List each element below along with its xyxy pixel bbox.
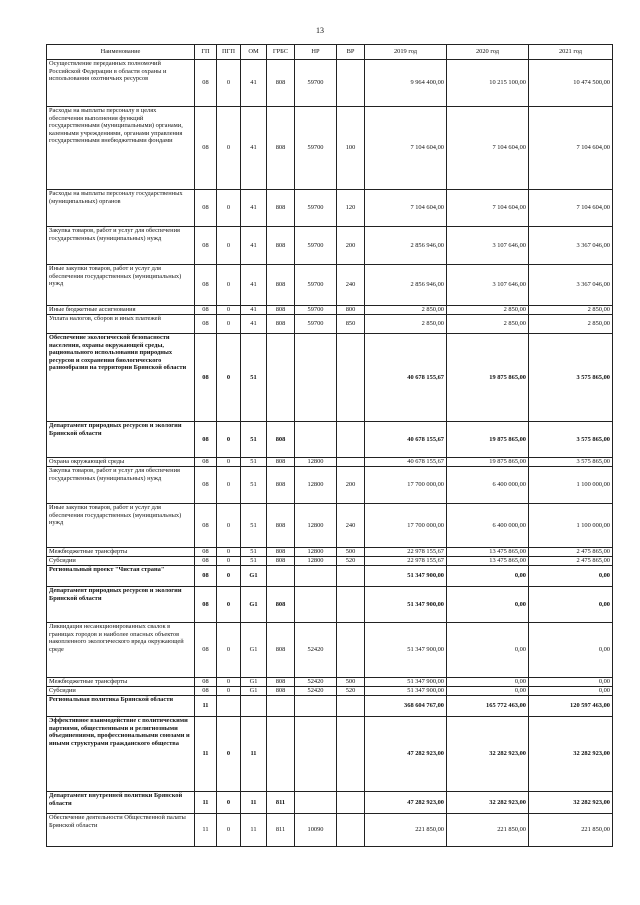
cell-nr: 59700: [295, 315, 337, 334]
cell-2019: 51 347 900,00: [365, 587, 447, 623]
cell-2020: 19 875 865,00: [447, 422, 529, 458]
header-vr: ВР: [337, 45, 365, 60]
cell-pgp: 0: [217, 687, 241, 696]
cell-pgp: 0: [217, 334, 241, 422]
cell-vr: [337, 422, 365, 458]
cell-2021: 1 100 000,00: [529, 467, 613, 504]
cell-name: Эффективное взаимодействие с политическими партиями, общественными и религиозными объединениями, профессиональными союзами и иными структурами гражданского общества: [47, 717, 195, 792]
cell-gp: 11: [195, 792, 217, 814]
cell-2021: 1 100 000,00: [529, 504, 613, 548]
cell-pgp: 0: [217, 422, 241, 458]
cell-nr: 12800: [295, 548, 337, 557]
cell-grbs: 811: [267, 814, 295, 847]
cell-2020: 3 107 646,00: [447, 227, 529, 265]
cell-nr: 10090: [295, 814, 337, 847]
cell-pgp: 0: [217, 315, 241, 334]
header-name: Наименование: [47, 45, 195, 60]
cell-2020: 0,00: [447, 587, 529, 623]
table-row: [47, 792, 613, 814]
cell-2021: 0,00: [529, 687, 613, 696]
cell-vr: 520: [337, 687, 365, 696]
cell-pgp: 0: [217, 678, 241, 687]
cell-2021: 2 850,00: [529, 315, 613, 334]
cell-2020: 2 850,00: [447, 306, 529, 315]
table-row: [47, 265, 613, 306]
table-row: [47, 107, 613, 190]
header-2020: 2020 год: [447, 45, 529, 60]
cell-2019: 2 850,00: [365, 315, 447, 334]
table-row: [47, 814, 613, 847]
cell-om: 41: [241, 265, 267, 306]
table-row: [47, 717, 613, 792]
table-row: [47, 696, 613, 717]
header-pgp: ПГП: [217, 45, 241, 60]
cell-nr: 52420: [295, 623, 337, 678]
cell-2020: 165 772 463,00: [447, 696, 529, 717]
cell-2020: 10 215 100,00: [447, 60, 529, 107]
cell-2020: 32 282 923,00: [447, 792, 529, 814]
cell-om: 51: [241, 467, 267, 504]
cell-name: Охрана окружающей среды: [47, 458, 195, 467]
cell-2019: 40 678 155,67: [365, 458, 447, 467]
cell-pgp: 0: [217, 467, 241, 504]
cell-gp: 08: [195, 190, 217, 227]
table-body: [47, 60, 613, 847]
table-row: [47, 60, 613, 107]
cell-om: 51: [241, 548, 267, 557]
cell-gp: 08: [195, 422, 217, 458]
cell-grbs: 808: [267, 422, 295, 458]
cell-pgp: 0: [217, 190, 241, 227]
table-row: [47, 587, 613, 623]
cell-gp: 08: [195, 587, 217, 623]
cell-om: 41: [241, 306, 267, 315]
cell-name: Закупка товаров, работ и услуг для обеспечения государственных (муниципальных) нужд: [47, 467, 195, 504]
cell-vr: 800: [337, 306, 365, 315]
cell-gp: 08: [195, 458, 217, 467]
cell-vr: [337, 566, 365, 587]
cell-name: Региональный проект "Чистая страна": [47, 566, 195, 587]
cell-nr: 59700: [295, 190, 337, 227]
cell-nr: 52420: [295, 678, 337, 687]
cell-2019: 47 282 923,00: [365, 792, 447, 814]
cell-pgp: 0: [217, 306, 241, 315]
cell-nr: 52420: [295, 687, 337, 696]
cell-om: 41: [241, 227, 267, 265]
cell-nr: 12800: [295, 458, 337, 467]
cell-2019: 40 678 155,67: [365, 334, 447, 422]
cell-gp: 08: [195, 306, 217, 315]
cell-2020: 0,00: [447, 687, 529, 696]
cell-vr: [337, 792, 365, 814]
cell-2019: 22 978 155,67: [365, 548, 447, 557]
table-row: [47, 306, 613, 315]
cell-gp: 11: [195, 717, 217, 792]
cell-vr: 120: [337, 190, 365, 227]
cell-2019: 47 282 923,00: [365, 717, 447, 792]
cell-pgp: 0: [217, 587, 241, 623]
table-row: [47, 190, 613, 227]
table-row: [47, 467, 613, 504]
cell-vr: 200: [337, 467, 365, 504]
header-nr: НР: [295, 45, 337, 60]
cell-2021: 221 850,00: [529, 814, 613, 847]
cell-grbs: 808: [267, 678, 295, 687]
cell-nr: [295, 422, 337, 458]
cell-2020: 0,00: [447, 623, 529, 678]
cell-pgp: 0: [217, 792, 241, 814]
cell-name: Обеспечение экологической безопасности населения, охраны окружающей среды, рационального использования природных ресурсов и сохранения биологического разнообразия на территории Брянской области: [47, 334, 195, 422]
cell-om: 11: [241, 814, 267, 847]
cell-2021: 32 282 923,00: [529, 792, 613, 814]
cell-grbs: 808: [267, 587, 295, 623]
cell-om: 11: [241, 792, 267, 814]
cell-2019: 368 604 767,00: [365, 696, 447, 717]
cell-2021: 3 575 865,00: [529, 458, 613, 467]
cell-2020: 0,00: [447, 678, 529, 687]
cell-nr: 12800: [295, 504, 337, 548]
cell-name: Обеспечение деятельности Общественной палаты Брянской области: [47, 814, 195, 847]
cell-2021: 2 850,00: [529, 306, 613, 315]
cell-2020: 2 850,00: [447, 315, 529, 334]
cell-2019: 221 850,00: [365, 814, 447, 847]
cell-nr: 59700: [295, 265, 337, 306]
cell-om: 51: [241, 458, 267, 467]
cell-pgp: 0: [217, 60, 241, 107]
cell-2020: 32 282 923,00: [447, 717, 529, 792]
cell-gp: 08: [195, 60, 217, 107]
cell-nr: 12800: [295, 467, 337, 504]
cell-name: Региональная политика Брянской области: [47, 696, 195, 717]
cell-2019: 17 700 000,00: [365, 504, 447, 548]
cell-2021: 7 104 604,00: [529, 190, 613, 227]
cell-2020: 6 400 000,00: [447, 504, 529, 548]
cell-2019: 7 104 604,00: [365, 190, 447, 227]
cell-2020: 13 475 865,00: [447, 548, 529, 557]
cell-2020: 13 475 865,00: [447, 557, 529, 566]
cell-2020: 0,00: [447, 566, 529, 587]
cell-grbs: 808: [267, 227, 295, 265]
cell-om: G1: [241, 623, 267, 678]
cell-om: 41: [241, 315, 267, 334]
cell-om: G1: [241, 678, 267, 687]
cell-grbs: 808: [267, 306, 295, 315]
cell-vr: [337, 458, 365, 467]
cell-gp: 08: [195, 557, 217, 566]
cell-2021: 0,00: [529, 566, 613, 587]
cell-2021: 120 597 463,00: [529, 696, 613, 717]
cell-2021: 2 475 865,00: [529, 548, 613, 557]
header-gp: ГП: [195, 45, 217, 60]
cell-name: Закупка товаров, работ и услуг для обеспечения государственных (муниципальных) нужд: [47, 227, 195, 265]
cell-om: 51: [241, 504, 267, 548]
cell-gp: 08: [195, 687, 217, 696]
cell-grbs: 808: [267, 107, 295, 190]
cell-pgp: 0: [217, 557, 241, 566]
cell-2021: 7 104 604,00: [529, 107, 613, 190]
cell-nr: [295, 696, 337, 717]
cell-nr: 12800: [295, 557, 337, 566]
cell-om: G1: [241, 566, 267, 587]
cell-2020: 6 400 000,00: [447, 467, 529, 504]
cell-2021: 3 575 865,00: [529, 422, 613, 458]
cell-grbs: 808: [267, 504, 295, 548]
cell-2019: 9 964 400,00: [365, 60, 447, 107]
cell-om: 41: [241, 60, 267, 107]
cell-2021: 0,00: [529, 623, 613, 678]
cell-2019: 40 678 155,67: [365, 422, 447, 458]
cell-grbs: [267, 334, 295, 422]
table-row: [47, 566, 613, 587]
cell-2020: 7 104 604,00: [447, 190, 529, 227]
header-om: ОМ: [241, 45, 267, 60]
table-row: [47, 504, 613, 548]
cell-2020: 7 104 604,00: [447, 107, 529, 190]
cell-name: Департамент природных ресурсов и экологии Брянской области: [47, 587, 195, 623]
cell-name: Расходы на выплаты персоналу в целях обеспечения выполнения функций государственными (муниципальными) органами, казенными учреждениями, органами управления государственными внебюджетными фондами: [47, 107, 195, 190]
cell-vr: 240: [337, 504, 365, 548]
cell-om: 11: [241, 717, 267, 792]
cell-grbs: 811: [267, 792, 295, 814]
cell-gp: 08: [195, 265, 217, 306]
header-2021: 2021 год: [529, 45, 613, 60]
cell-gp: 08: [195, 548, 217, 557]
cell-vr: [337, 623, 365, 678]
cell-om: 41: [241, 107, 267, 190]
cell-grbs: 808: [267, 458, 295, 467]
cell-2020: 19 875 865,00: [447, 458, 529, 467]
cell-nr: [295, 334, 337, 422]
table-row: [47, 623, 613, 678]
cell-vr: 240: [337, 265, 365, 306]
cell-grbs: 808: [267, 315, 295, 334]
cell-vr: 850: [337, 315, 365, 334]
cell-2021: 3 367 046,00: [529, 265, 613, 306]
cell-2019: 2 856 946,00: [365, 227, 447, 265]
cell-2019: 7 104 604,00: [365, 107, 447, 190]
cell-gp: 08: [195, 623, 217, 678]
cell-name: Иные закупки товаров, работ и услуг для обеспечения государственных (муниципальных) нужд: [47, 504, 195, 548]
cell-name: Субсидии: [47, 687, 195, 696]
cell-name: Департамент природных ресурсов и экологии Брянской области: [47, 422, 195, 458]
cell-grbs: 808: [267, 190, 295, 227]
cell-name: Департамент внутренней политики Брянской области: [47, 792, 195, 814]
table-row: [47, 687, 613, 696]
cell-nr: [295, 792, 337, 814]
cell-name: Ликвидация несанкционированных свалок в границах городов и наиболее опасных объектов накопленного экологического вреда окружающей среде: [47, 623, 195, 678]
cell-pgp: 0: [217, 814, 241, 847]
cell-name: Субсидии: [47, 557, 195, 566]
table-header-row: [47, 45, 613, 60]
cell-2019: 2 850,00: [365, 306, 447, 315]
cell-2019: 22 978 155,67: [365, 557, 447, 566]
cell-2020: 19 875 865,00: [447, 334, 529, 422]
cell-gp: 08: [195, 566, 217, 587]
cell-pgp: 0: [217, 548, 241, 557]
cell-vr: [337, 717, 365, 792]
cell-2019: 2 856 946,00: [365, 265, 447, 306]
cell-2021: 10 474 500,00: [529, 60, 613, 107]
cell-grbs: 808: [267, 548, 295, 557]
cell-gp: 08: [195, 334, 217, 422]
cell-name: Иные бюджетные ассигнования: [47, 306, 195, 315]
header-grbs: ГРБС: [267, 45, 295, 60]
cell-pgp: 0: [217, 227, 241, 265]
cell-gp: 08: [195, 227, 217, 265]
cell-gp: 08: [195, 504, 217, 548]
cell-om: [241, 696, 267, 717]
cell-om: G1: [241, 687, 267, 696]
cell-name: Иные закупки товаров, работ и услуг для обеспечения государственных (муниципальных) нужд: [47, 265, 195, 306]
cell-2021: 3 575 865,00: [529, 334, 613, 422]
cell-gp: 08: [195, 467, 217, 504]
table-row: [47, 227, 613, 265]
table-row: [47, 334, 613, 422]
cell-name: Межбюджетные трансферты: [47, 548, 195, 557]
cell-gp: 08: [195, 315, 217, 334]
cell-vr: 200: [337, 227, 365, 265]
cell-2019: 51 347 900,00: [365, 678, 447, 687]
cell-2021: 0,00: [529, 587, 613, 623]
cell-2021: 32 282 923,00: [529, 717, 613, 792]
cell-nr: 59700: [295, 227, 337, 265]
cell-grbs: 808: [267, 467, 295, 504]
table-row: [47, 557, 613, 566]
table-row: [47, 422, 613, 458]
cell-pgp: [217, 696, 241, 717]
cell-pgp: 0: [217, 265, 241, 306]
cell-vr: 100: [337, 107, 365, 190]
cell-2019: 51 347 900,00: [365, 687, 447, 696]
cell-grbs: [267, 566, 295, 587]
cell-vr: [337, 60, 365, 107]
cell-grbs: [267, 717, 295, 792]
cell-gp: 08: [195, 107, 217, 190]
cell-nr: 59700: [295, 60, 337, 107]
cell-nr: 59700: [295, 107, 337, 190]
cell-vr: 500: [337, 678, 365, 687]
cell-gp: 11: [195, 696, 217, 717]
cell-vr: [337, 814, 365, 847]
cell-vr: [337, 334, 365, 422]
cell-vr: 520: [337, 557, 365, 566]
cell-vr: [337, 587, 365, 623]
cell-2021: 0,00: [529, 678, 613, 687]
cell-pgp: 0: [217, 107, 241, 190]
cell-grbs: 808: [267, 687, 295, 696]
cell-om: 51: [241, 334, 267, 422]
cell-grbs: 808: [267, 265, 295, 306]
cell-nr: [295, 587, 337, 623]
cell-grbs: 808: [267, 557, 295, 566]
cell-2020: 221 850,00: [447, 814, 529, 847]
cell-2021: 3 367 046,00: [529, 227, 613, 265]
cell-pgp: 0: [217, 623, 241, 678]
table-row: [47, 678, 613, 687]
cell-vr: 500: [337, 548, 365, 557]
cell-2019: 17 700 000,00: [365, 467, 447, 504]
cell-grbs: 808: [267, 60, 295, 107]
cell-gp: 11: [195, 814, 217, 847]
cell-2019: 51 347 900,00: [365, 566, 447, 587]
cell-om: G1: [241, 587, 267, 623]
cell-name: Межбюджетные трансферты: [47, 678, 195, 687]
cell-nr: [295, 566, 337, 587]
budget-table: [46, 44, 613, 847]
cell-grbs: 808: [267, 623, 295, 678]
cell-nr: 59700: [295, 306, 337, 315]
table-row: [47, 315, 613, 334]
cell-nr: [295, 717, 337, 792]
cell-om: 51: [241, 422, 267, 458]
table-row: [47, 458, 613, 467]
cell-pgp: 0: [217, 458, 241, 467]
cell-pgp: 0: [217, 717, 241, 792]
cell-name: Осуществление переданных полномочий Российской Федерации в области охраны и использования охотничьих ресурсов: [47, 60, 195, 107]
cell-name: Уплата налогов, сборов и иных платежей: [47, 315, 195, 334]
table-row: [47, 548, 613, 557]
cell-2021: 2 475 865,00: [529, 557, 613, 566]
cell-vr: [337, 696, 365, 717]
cell-2019: 51 347 900,00: [365, 623, 447, 678]
cell-pgp: 0: [217, 566, 241, 587]
header-2019: 2019 год: [365, 45, 447, 60]
cell-pgp: 0: [217, 504, 241, 548]
cell-gp: 08: [195, 678, 217, 687]
cell-name: Расходы на выплаты персоналу государственных (муниципальных) органов: [47, 190, 195, 227]
cell-om: 41: [241, 190, 267, 227]
cell-om: 51: [241, 557, 267, 566]
page-number: 13: [316, 26, 324, 35]
cell-2020: 3 107 646,00: [447, 265, 529, 306]
cell-grbs: [267, 696, 295, 717]
